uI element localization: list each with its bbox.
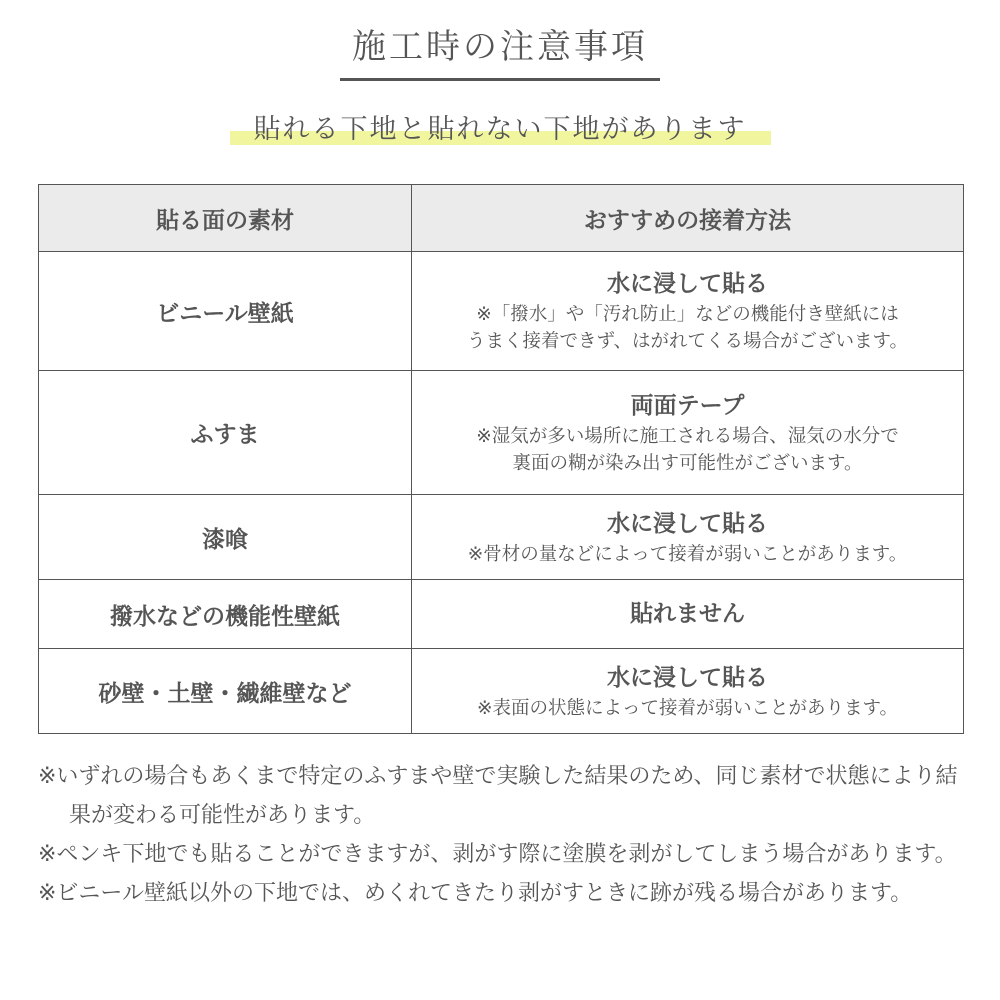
table-header-row xyxy=(39,185,964,252)
method-text: 水に浸して貼る xyxy=(607,271,768,297)
method-text: 両面テープ xyxy=(630,392,745,419)
header-method: おすすめの接着方法 xyxy=(412,185,964,252)
footnote: ※いずれの場合もあくまで特定のふすまや壁で実験した結果のため、同じ素材で状態により結果が変わる可能性があります。 xyxy=(38,764,958,828)
table-row xyxy=(39,252,964,371)
method-cell xyxy=(412,252,964,371)
page-title: 施工時の注意事項 xyxy=(340,22,660,81)
table-row xyxy=(39,495,964,580)
footnotes xyxy=(38,757,968,913)
material-cell: 撥水などの機能性壁紙 xyxy=(39,580,412,649)
note-line: ※「撥水」や「汚れ防止」などの機能付き壁紙には xyxy=(476,304,899,325)
method-cell xyxy=(412,495,964,580)
material-cell: ビニール壁紙 xyxy=(39,252,412,371)
material-cell: ふすま xyxy=(39,371,412,495)
highlighted-subtitle: 貼れる下地と貼れない下地があります xyxy=(230,110,771,150)
method-text: 水に浸して貼る xyxy=(607,510,768,537)
subtitle-wrap xyxy=(0,110,1000,150)
method-cell xyxy=(412,371,964,495)
header-material: 貼る面の素材 xyxy=(39,185,412,252)
material-cell: 漆喰 xyxy=(39,495,412,580)
adhesion-guide-table xyxy=(38,184,964,734)
note-line: ※表面の状態によって接着が弱いことがあります。 xyxy=(476,697,899,719)
note-line: ※湿気が多い場所に施工される場合、湿気の水分で xyxy=(476,425,899,447)
footnote: ※ペンキ下地でも貼ることができますが、剥がす際に塗膜を剥がしてしまう場合があります。 xyxy=(38,842,957,867)
table-row xyxy=(39,649,964,734)
table-row xyxy=(39,371,964,495)
note-line: 裏面の糊が染み出す可能性がございます。 xyxy=(512,452,863,474)
material-cell: 砂壁・土壁・繊維壁など xyxy=(39,649,412,734)
method-cell xyxy=(412,580,964,649)
footnote: ※ビニール壁紙以外の下地では、めくれてきたり剥がすときに跡が残る場合があります。 xyxy=(38,881,913,906)
table-row xyxy=(39,580,964,649)
method-cell xyxy=(412,649,964,734)
method-text: 貼れません xyxy=(630,601,745,627)
note-line: ※骨材の量などによって接着が弱いことがあります。 xyxy=(467,543,908,565)
method-text: 水に浸して貼る xyxy=(607,664,768,691)
note-line: うまく接着できず、はがれてくる場合がございます。 xyxy=(466,331,909,352)
